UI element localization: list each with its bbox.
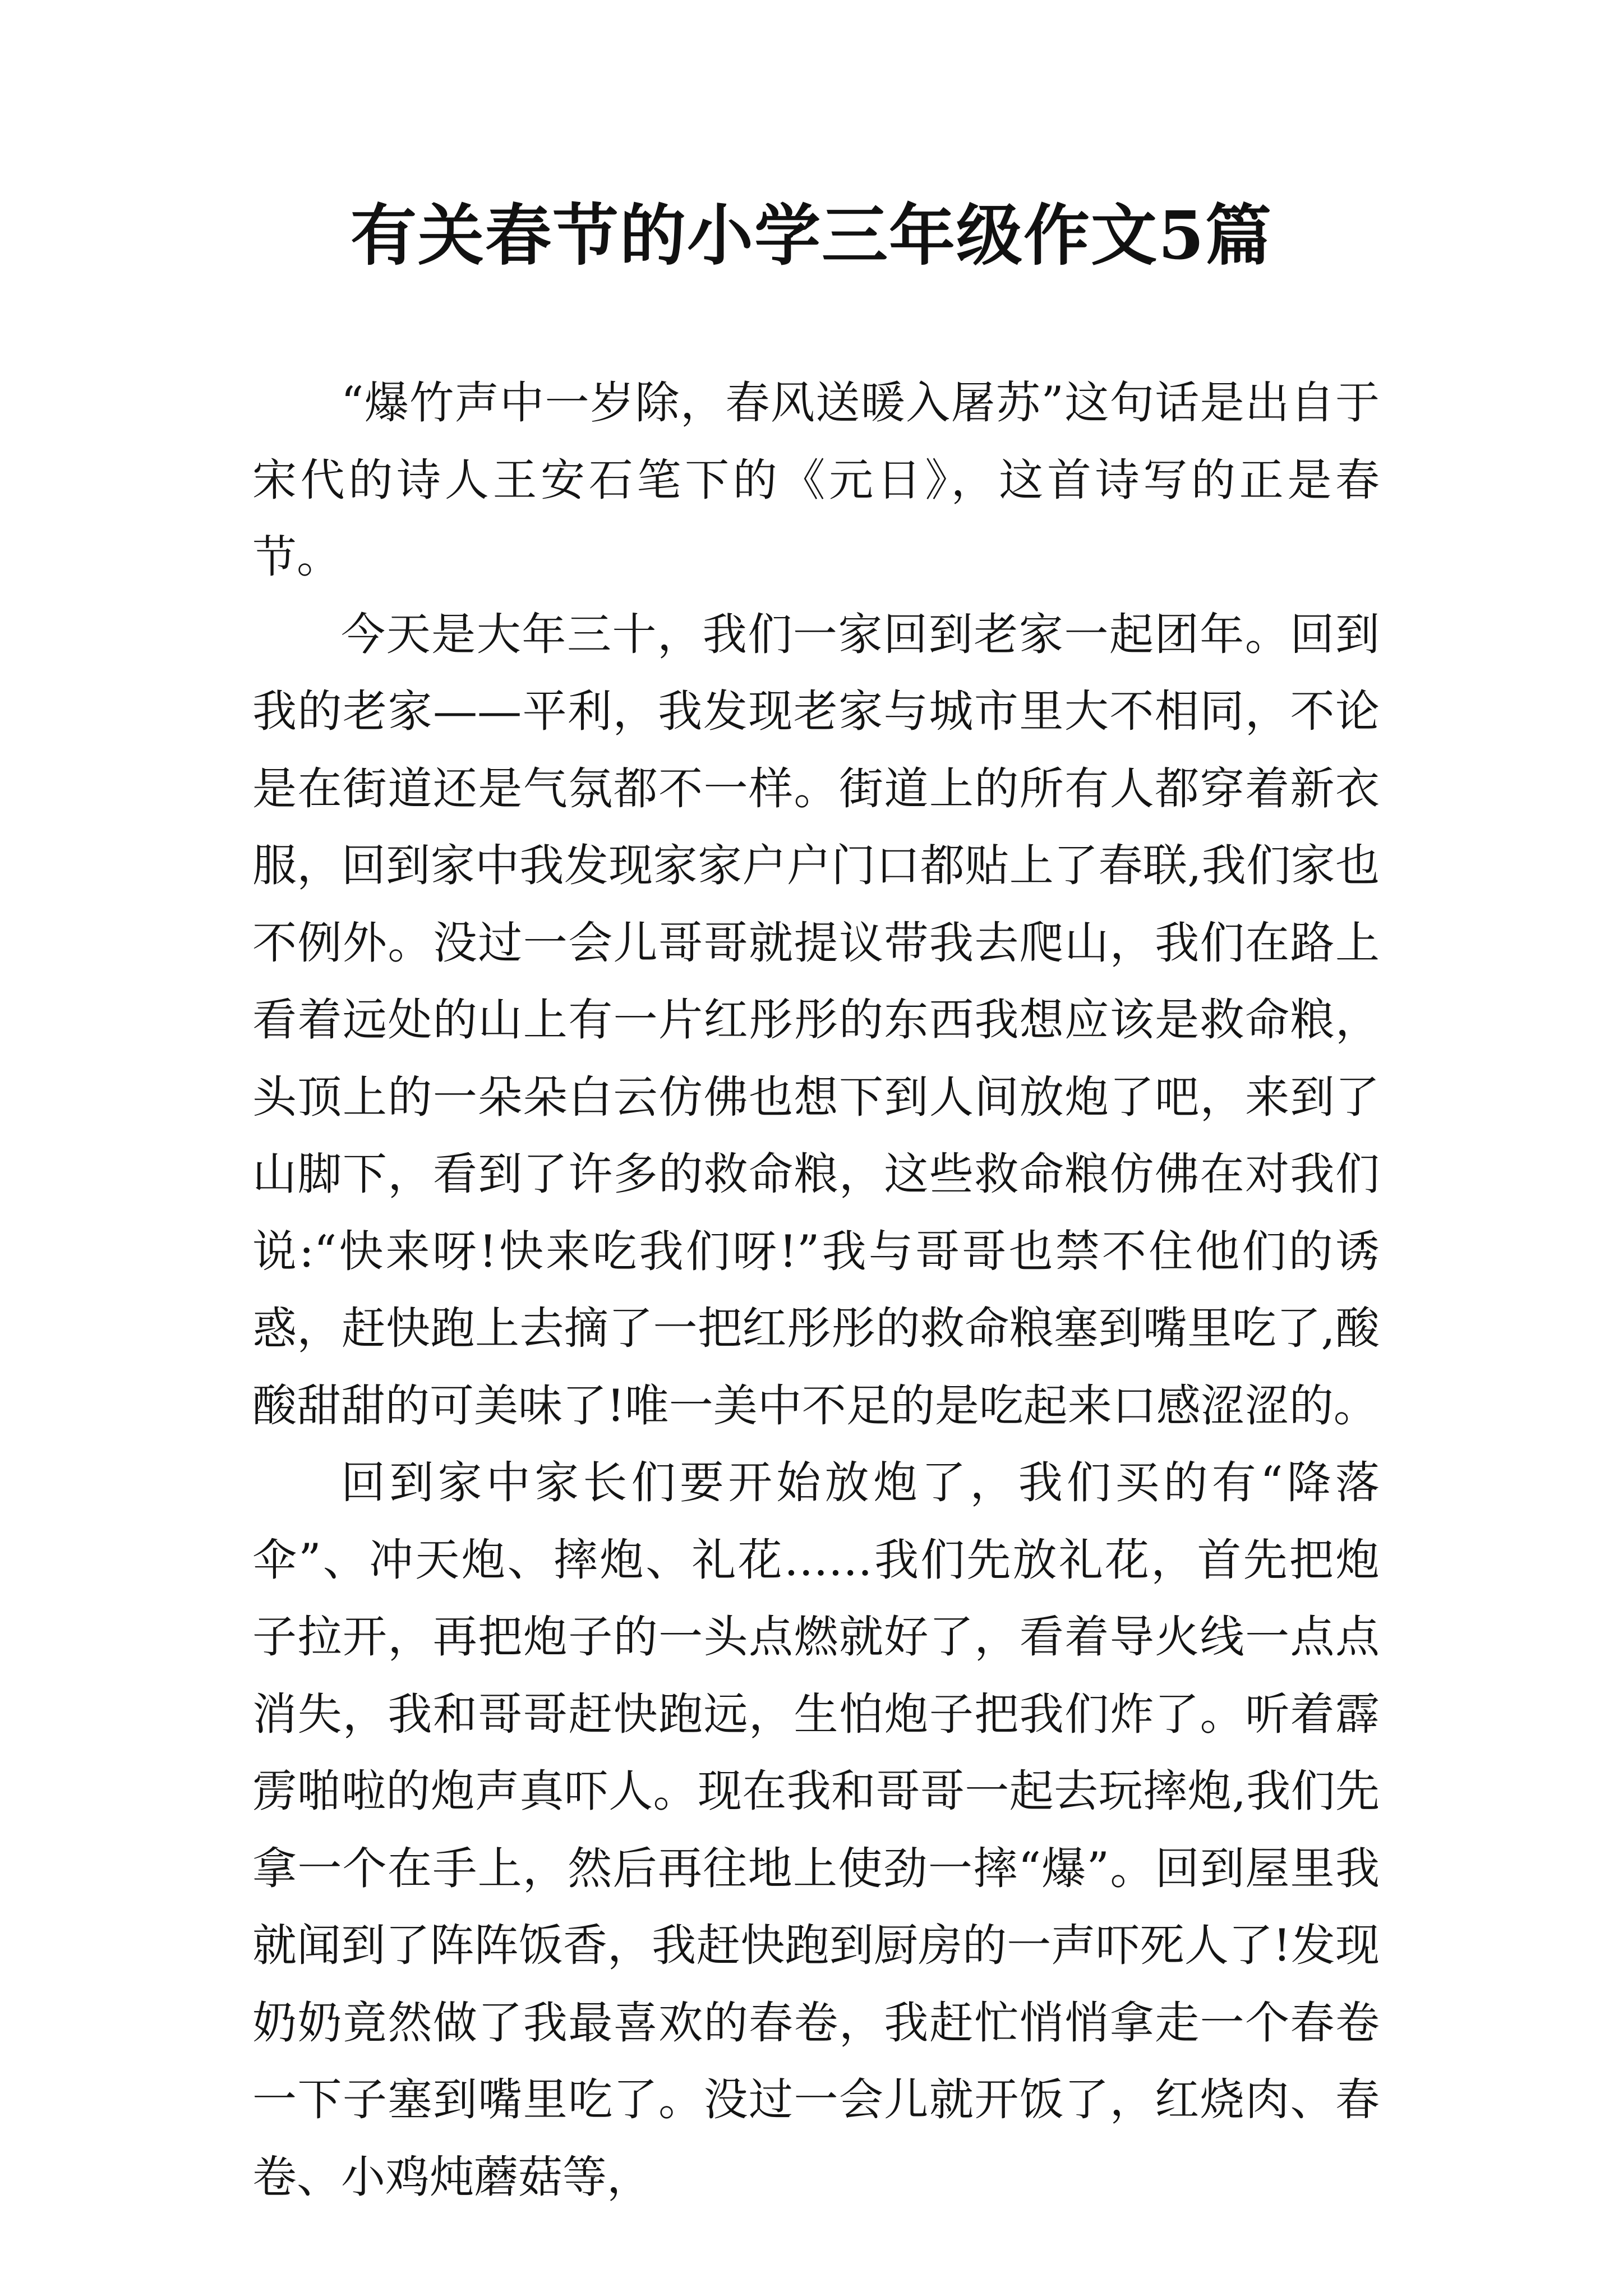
document-title: 有关春节的小学三年级作文5篇 xyxy=(350,196,1273,274)
paragraph-1: “爆竹声中一岁除，春风送暖入屠苏”这句话是出自于宋代的诗人王安石笔下的《元日》，这首诗写的正是春节。 xyxy=(252,377,1380,583)
document-body xyxy=(252,365,1380,2216)
paragraph-2: 今天是大年三十，我们一家回到老家一起团年。回到我的老家——平利，我发现老家与城市里大不相同，不论是在街道还是气氛都不一样。街道上的所有人都穿着新衣服，回到家中我发现家家户户门口都贴上了春联,我们家也不例外。没过一会儿哥哥就提议带我去爬山，我们在路上看着远处的山上有一片红彤彤的东西我想应该是救命粮，头顶上的一朵朵白云仿佛也想下到人间放炮了吧，来到了山脚下，看到了许多的救命粮，这些救命粮仿佛在对我们说:“快来呀!快来吃我们呀!”我与哥哥也禁不住他们的诱惑，赶快跑上去摘了一把红彤彤的救命粮塞到嘴里吃了,酸酸甜甜的可美味了!唯一美中不足的是吃起来口感涩涩的。 xyxy=(252,608,1380,1432)
paragraph-3: 回到家中家长们要开始放炮了，我们买的有“降落伞”、冲天炮、摔炮、礼花……我们先放礼花，首先把炮子拉开，再把炮子的一头点燃就好了，看着导火线一点点消失，我和哥哥赶快跑远，生怕炮子把我们炸了。听着霹雳啪啦的炮声真吓人。现在我和哥哥一起去玩摔炮,我们先拿一个在手上，然后再往地上使劲一摔“爆”。回到屋里我就闻到了阵阵饭香，我赶快跑到厨房的一声吓死人了!发现奶奶竟然做了我最喜欢的春卷，我赶忙悄悄拿走一个春卷一下子塞到嘴里吃了。没过一会儿就开饭了，红烧肉、春卷、小鸡炖蘑菇等， xyxy=(252,1457,1380,2203)
